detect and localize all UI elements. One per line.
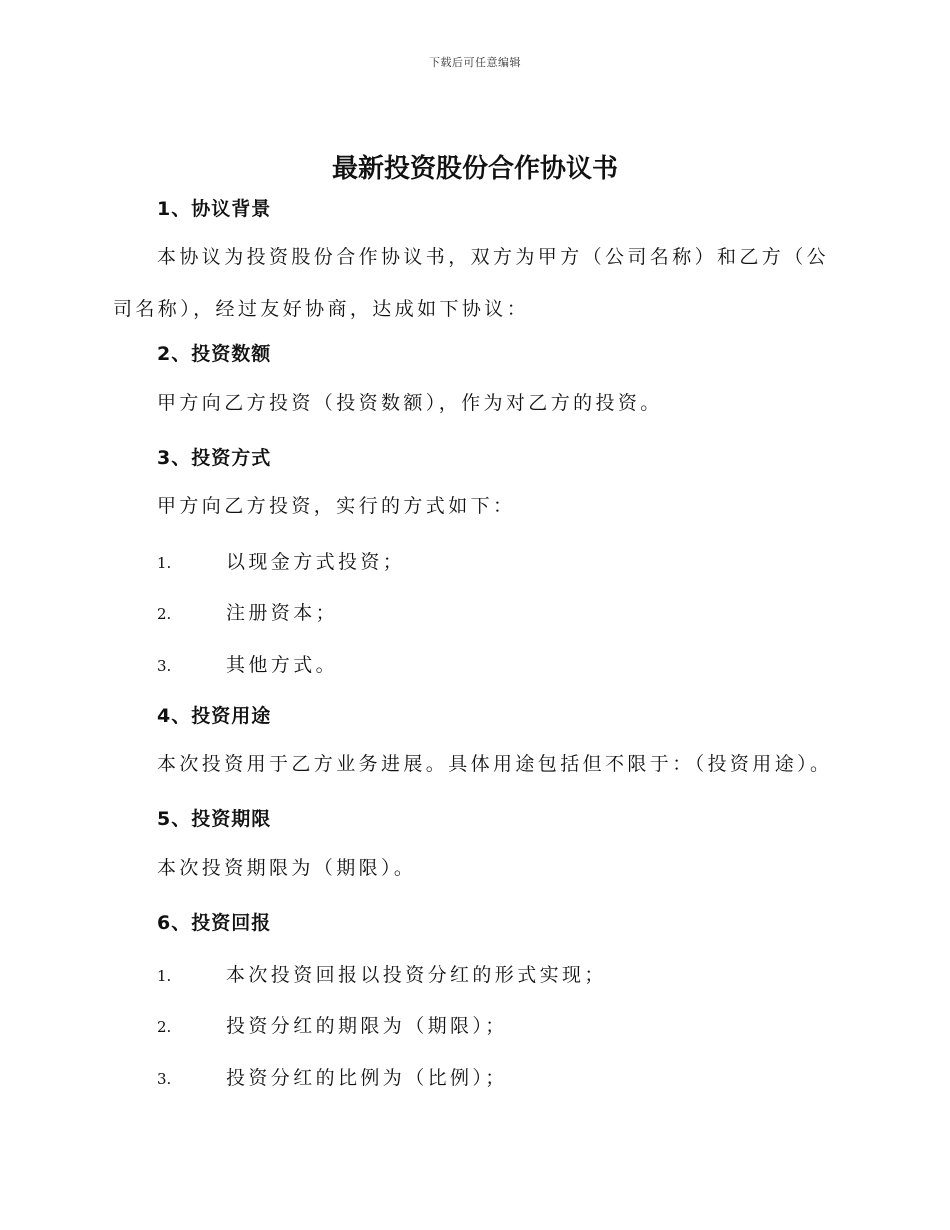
section-paragraph-3 [113,480,843,532]
paragraph-text: 甲方向乙方投资，实行的方式如下： [157,495,516,517]
document-title: 最新投资股份合作协议书 [331,154,618,184]
list-item [157,598,338,625]
list-text: 以现金方式投资； [226,551,406,573]
section-paragraph-4 [113,738,843,790]
paragraph-text: 本次投资期限为（期限）。 [157,857,417,879]
list-item [157,650,338,677]
list-item [157,960,607,987]
list-item [157,1011,508,1038]
list-text: 投资分红的比例为（比例）； [226,1067,508,1089]
paragraph-text: 甲方向乙方投资（投资数额），作为对乙方的投资。 [157,392,663,414]
list-item [157,547,405,574]
paragraph-text: 本协议为投资股份合作协议书，双方为甲方（公司名称）和乙方（公司名称），经过友好协商，达成如下协议： [113,246,830,320]
list-text: 投资分红的期限为（期限）； [226,1015,508,1037]
list-text: 其他方式。 [226,654,339,676]
section-heading-1: 1、协议背景 [157,198,272,220]
paragraph-text: 本次投资用于乙方业务进展。具体用途包括但不限于：（投资用途）。 [157,753,833,775]
list-number: 3. [157,1070,172,1088]
list-item [157,1063,508,1090]
list-number: 1. [157,967,172,985]
section-heading-4: 4、投资用途 [157,705,272,727]
section-paragraph-5 [113,842,843,894]
list-number: 3. [157,657,172,675]
list-text: 本次投资回报以投资分红的形式实现； [226,964,607,986]
section-heading-6: 6、投资回报 [157,912,272,934]
header-note: 下载后可任意编辑 [429,56,521,69]
list-number: 2. [157,1018,172,1036]
list-text: 注册资本； [226,602,339,624]
list-number: 2. [157,605,172,623]
section-heading-2: 2、投资数额 [157,343,272,365]
section-heading-5: 5、投资期限 [157,808,272,830]
section-paragraph-1 [113,231,843,335]
list-number: 1. [157,554,172,572]
section-paragraph-2 [113,377,843,429]
section-heading-3: 3、投资方式 [157,447,272,469]
